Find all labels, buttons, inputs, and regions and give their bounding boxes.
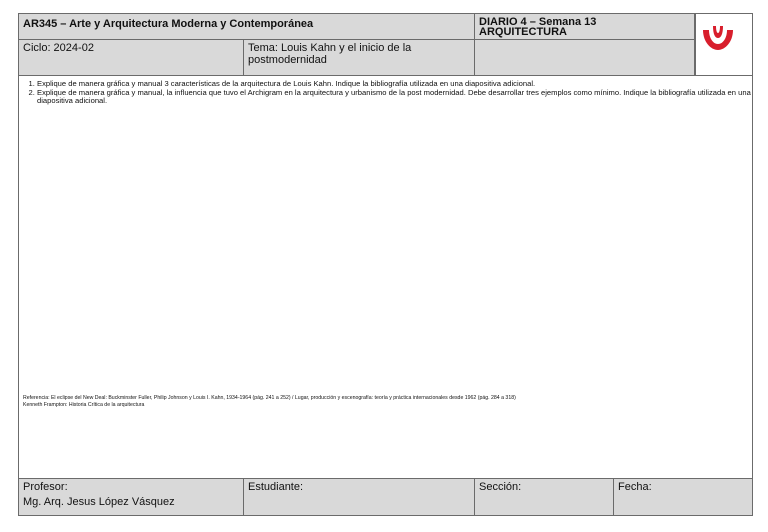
course-title: AR345 – Arte y Arquitectura Moderna y Contemporánea <box>19 14 475 40</box>
instructions-list <box>23 80 761 106</box>
content-area <box>19 76 752 479</box>
journal-subtitle: ARQUITECTURA <box>479 26 567 38</box>
student-label: Estudiante: <box>248 481 304 493</box>
instruction-item: 2. Explique de manera gráfica y manual, la influencia que tuvo el Archigram en la arquitectura y urbanismo de la post modernidad. Debe desarrollar tres ejemplos como mínimo. Indique la bibliografía utilizada en una diapositiva adicional. <box>37 89 761 106</box>
student-cell <box>244 479 475 515</box>
journal-blank-cell <box>475 40 695 76</box>
topic-cell: Tema: Louis Kahn y el inicio de la postmodernidad <box>244 40 475 76</box>
reference-line: Kenneth Frampton: Historia Crítica de la arquitectura <box>23 402 145 408</box>
reference-line: Referencia: El eclipse del New Deal: Buckminster Fuller, Philip Johnson y Louis I. Kahn, 1934-1964 (pág. 241 a 252) / Lugar, producción y escenografía: teoría y práctica internacionales desde 1962 (pág. 284 a 318) <box>23 395 516 401</box>
references <box>23 395 747 409</box>
date-cell <box>614 479 752 515</box>
date-label: Fecha: <box>618 481 652 493</box>
professor-label: Profesor: <box>23 481 68 493</box>
professor-cell <box>19 479 244 515</box>
cycle-cell: Ciclo: 2024-02 <box>19 40 244 76</box>
professor-name: Mg. Arq. Jesus López Vásquez <box>23 496 175 508</box>
section-label: Sección: <box>479 481 522 493</box>
upc-logo-icon <box>700 20 736 54</box>
journal-title: DIARIO 4 – Semana 13 <box>479 16 597 28</box>
instruction-item: 1. Explique de manera gráfica y manual 3 características de la arquitectura de Louis Kahn. Indique la bibliografía utilizada en una diapositiva adicional. <box>37 80 761 89</box>
journal-title-cell <box>475 14 695 40</box>
diary-sheet <box>18 13 753 516</box>
section-cell <box>475 479 614 515</box>
